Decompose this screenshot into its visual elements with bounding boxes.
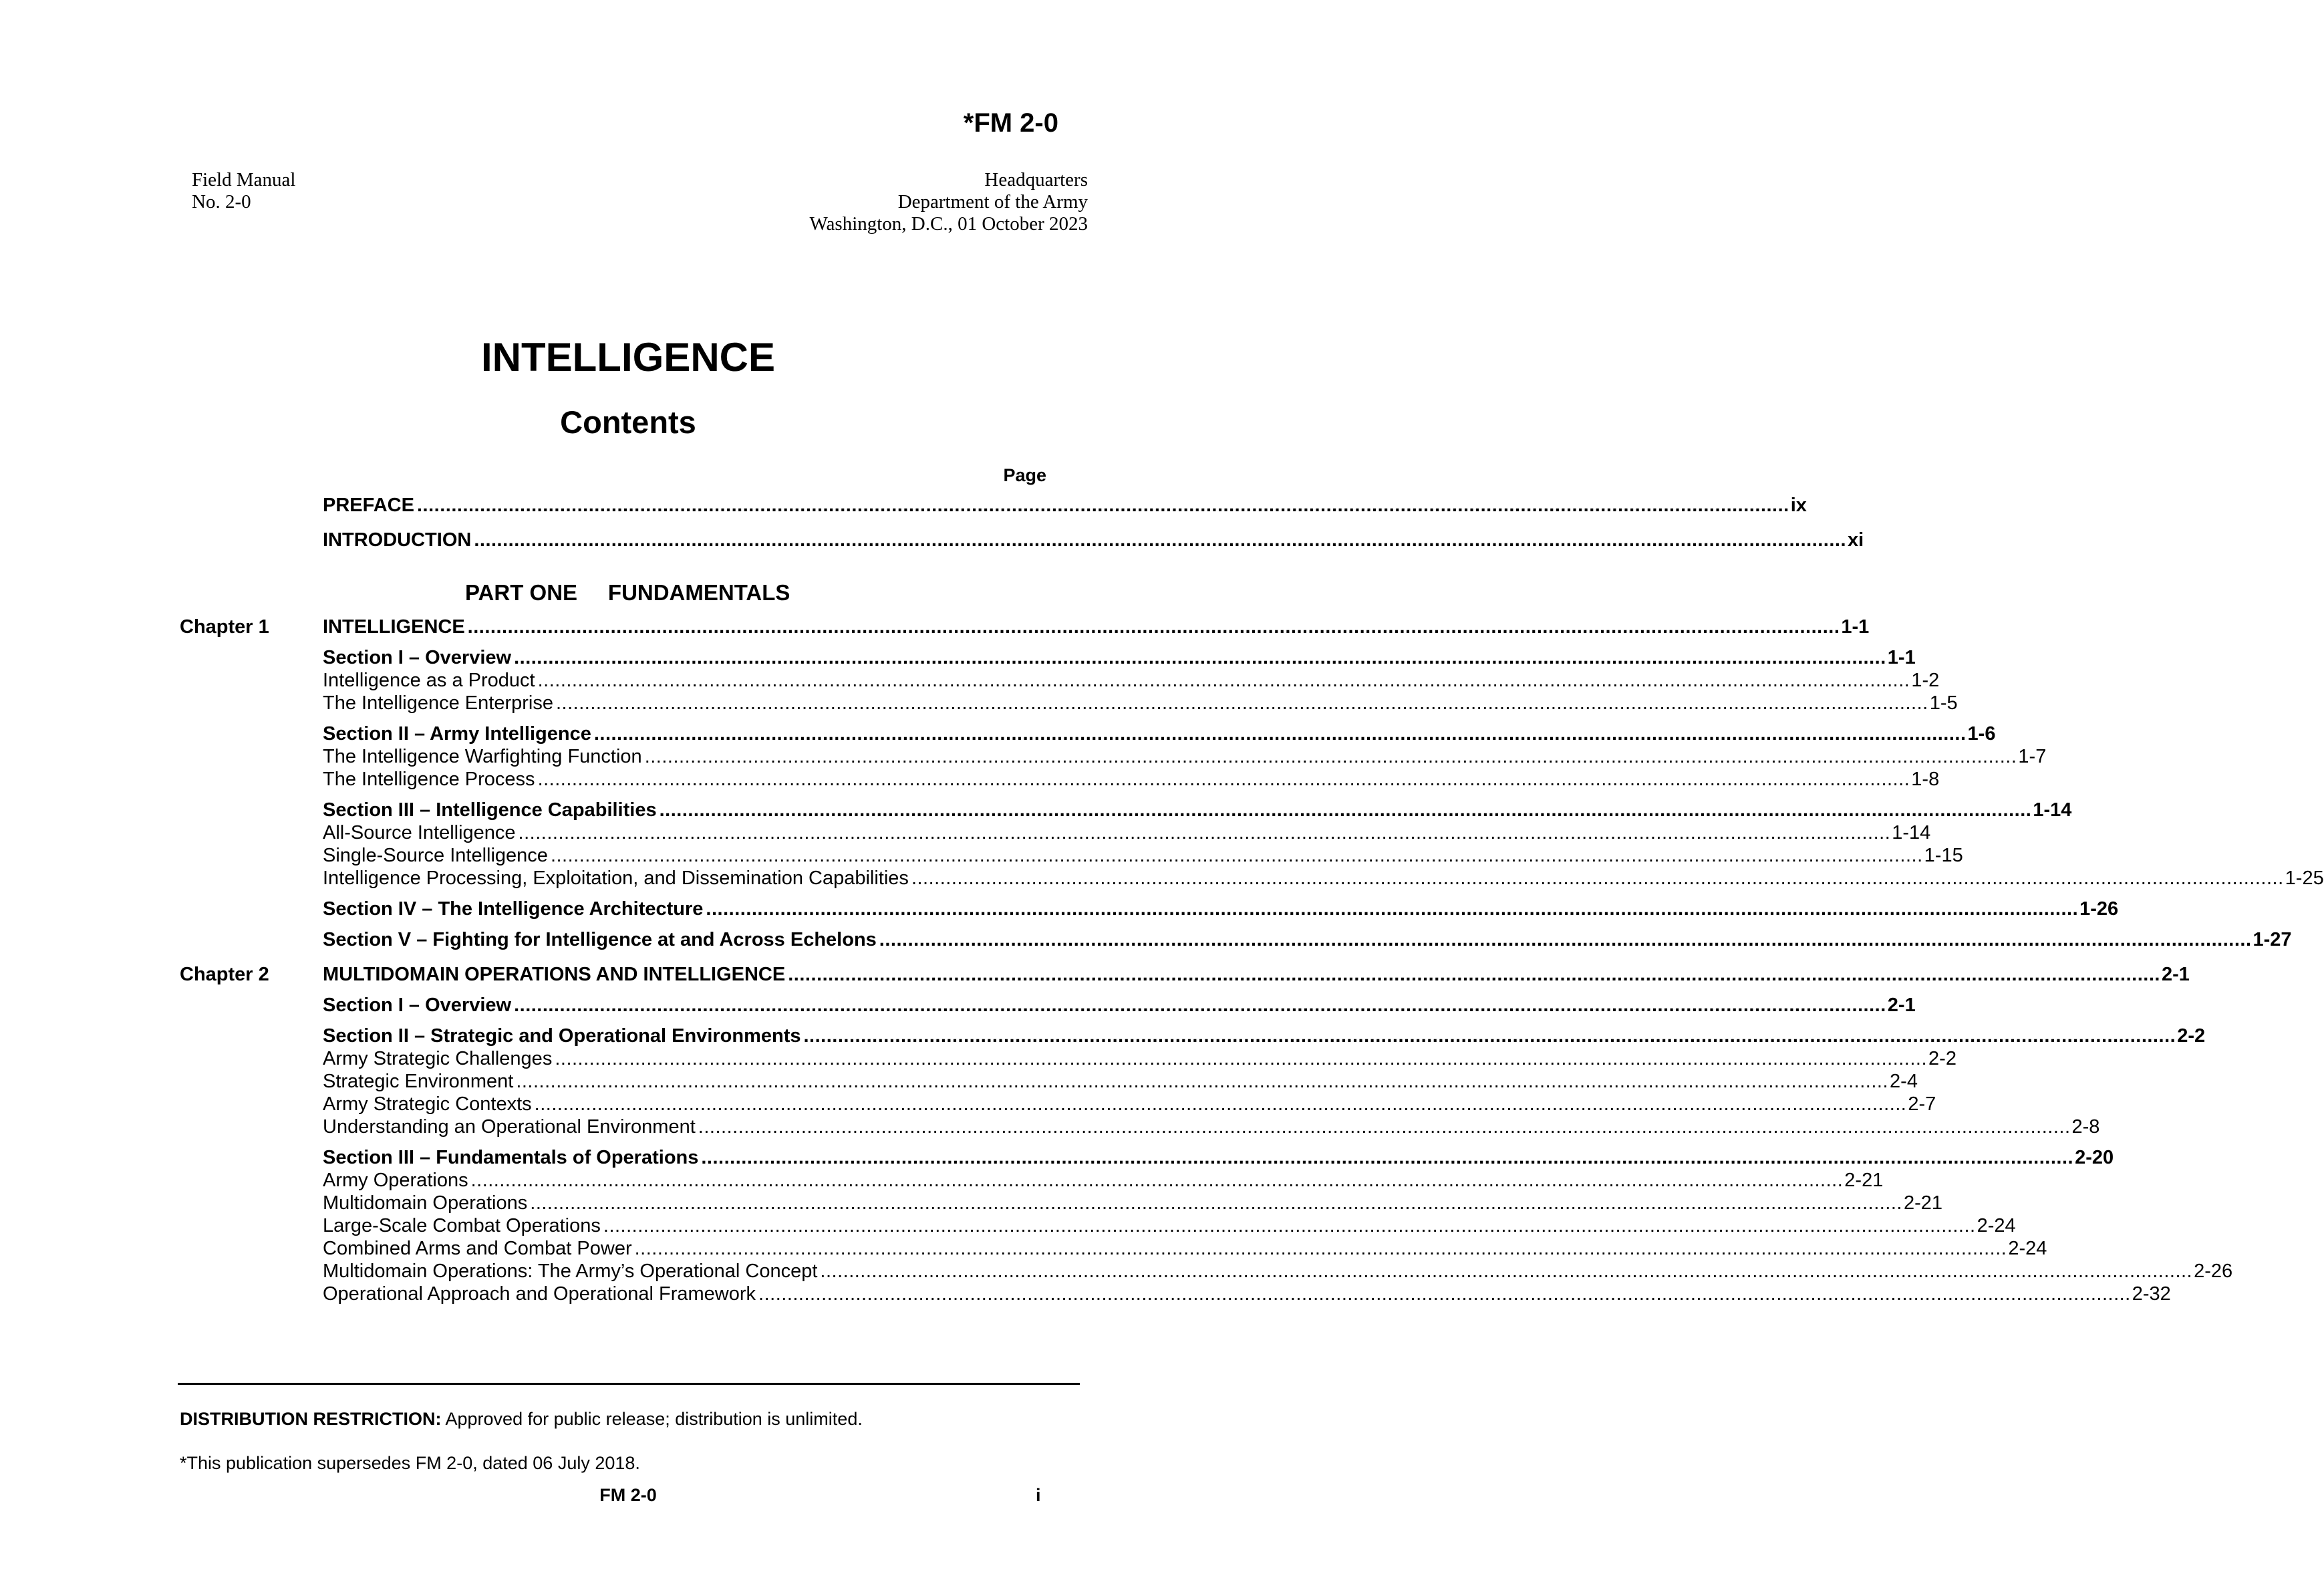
toc-entry-title: Multidomain Operations: The Army’s Operational Concept <box>323 1261 818 1282</box>
dot-leader: ................................................................................................................................................................................................................................................ <box>555 1048 1928 1069</box>
dot-leader: ................................................................................................................................................................................................................................................ <box>644 746 2017 767</box>
toc-section[interactable] <box>323 1147 2114 1169</box>
toc-entry-title: Section II – Army Intelligence <box>323 723 591 745</box>
toc-entry-page: 2-2 <box>1928 1048 1956 1069</box>
toc-chapter-2[interactable] <box>323 964 2190 986</box>
distribution-text: Approved for public release; distribution is unlimited. <box>441 1409 863 1429</box>
dot-leader: ................................................................................................................................................................................................................................................ <box>593 723 1967 745</box>
header-left-line: No. 2-0 <box>192 191 251 213</box>
toc-entry-title: INTELLIGENCE <box>323 616 465 638</box>
toc-entry-title: Section II – Strategic and Operational Environments <box>323 1025 801 1047</box>
toc-entry-page: 2-21 <box>1844 1170 1884 1191</box>
dot-leader: ................................................................................................................................................................................................................................................ <box>911 868 2284 889</box>
dot-leader: ................................................................................................................................................................................................................................................ <box>416 495 1789 516</box>
toc-subentry[interactable] <box>323 692 1958 714</box>
toc-entry-title: Army Strategic Challenges <box>323 1048 553 1069</box>
toc-chapter-1[interactable] <box>323 616 1870 638</box>
dot-leader: ................................................................................................................................................................................................................................................ <box>530 1192 1902 1214</box>
dot-leader: ................................................................................................................................................................................................................................................ <box>537 769 1910 790</box>
toc-entry-page: 1-6 <box>1967 723 1996 745</box>
dot-leader: ................................................................................................................................................................................................................................................ <box>603 1215 1976 1236</box>
toc-subentry[interactable] <box>323 1093 1936 1115</box>
toc-subentry[interactable] <box>323 1170 1884 1192</box>
toc-section[interactable] <box>323 723 1996 745</box>
toc-entry-preface[interactable] <box>323 495 1807 517</box>
toc-entry-page: xi <box>1848 529 1864 551</box>
dot-leader: ................................................................................................................................................................................................................................................ <box>698 1116 2071 1138</box>
toc-subentry[interactable] <box>323 1192 1943 1214</box>
toc-entry-page: 2-32 <box>2132 1283 2171 1305</box>
toc-subentry[interactable] <box>323 1261 2233 1283</box>
dot-leader: ................................................................................................................................................................................................................................................ <box>555 692 1928 714</box>
document-title: INTELLIGENCE <box>480 335 775 380</box>
toc-entry-title: The Intelligence Process <box>323 769 535 790</box>
footer-document-id: FM 2-0 <box>599 1485 657 1505</box>
toc-entry-page: 2-2 <box>2177 1025 2206 1047</box>
part-number: PART ONE <box>465 580 578 605</box>
toc-entry-page: 1-5 <box>1929 692 1958 714</box>
toc-entry-page: 1-1 <box>1887 647 1916 668</box>
chapter-label: Chapter 2 <box>180 964 269 985</box>
document-id: *FM 2-0 <box>963 108 1058 138</box>
toc-entry-title: Large-Scale Combat Operations <box>323 1215 601 1236</box>
toc-entry-title: Section III – Fundamentals of Operations <box>323 1147 699 1168</box>
toc-entry-title: INTRODUCTION <box>323 529 472 551</box>
toc-entry-title: All-Source Intelligence <box>323 822 516 843</box>
dot-leader: ................................................................................................................................................................................................................................................ <box>534 1093 1907 1115</box>
dot-leader: ................................................................................................................................................................................................................................................ <box>706 898 2079 920</box>
toc-subentry[interactable] <box>323 1071 1918 1093</box>
toc-entry-page: 2-7 <box>1908 1093 1936 1115</box>
toc-subentry[interactable] <box>323 670 1940 692</box>
toc-entry-page: 1-14 <box>1892 822 1931 843</box>
toc-entry-title: Single-Source Intelligence <box>323 845 548 866</box>
dot-leader: ................................................................................................................................................................................................................................................ <box>537 670 1910 691</box>
dot-leader: ................................................................................................................................................................................................................................................ <box>514 995 1886 1016</box>
toc-subentry[interactable] <box>323 845 1963 867</box>
toc-entry-page: 2-26 <box>2194 1261 2233 1282</box>
toc-entry-title: Army Operations <box>323 1170 468 1191</box>
toc-entry-title: Intelligence as a Product <box>323 670 535 691</box>
toc-entry-page: 2-24 <box>2008 1238 2047 1259</box>
dot-leader: ................................................................................................................................................................................................................................................ <box>803 1025 2176 1047</box>
toc-entry-title: Operational Approach and Operational Framework <box>323 1283 756 1305</box>
part-name: FUNDAMENTALS <box>607 580 790 605</box>
dot-leader: ................................................................................................................................................................................................................................................ <box>659 799 2032 821</box>
dot-leader: ................................................................................................................................................................................................................................................ <box>474 529 1847 551</box>
toc-entry-page: 2-1 <box>2161 964 2190 985</box>
toc-entry-page: 1-25 <box>2285 868 2324 889</box>
toc-entry-title: Strategic Environment <box>323 1071 514 1092</box>
toc-entry-page: 2-4 <box>1890 1071 1918 1092</box>
dot-leader: ................................................................................................................................................................................................................................................ <box>550 845 1923 866</box>
toc-entry-page: 1-15 <box>1924 845 1963 866</box>
toc-entry-title: Section III – Intelligence Capabilities <box>323 799 657 821</box>
toc-subentry[interactable] <box>323 1238 2047 1260</box>
toc-entry-title: PREFACE <box>323 495 414 516</box>
header-right-line: Headquarters <box>984 169 1088 190</box>
chapter-label: Chapter 1 <box>180 616 269 638</box>
toc-entry-page: 1-27 <box>2253 929 2292 950</box>
toc-entry-page: 2-21 <box>1903 1192 1943 1214</box>
toc-entry-page: 1-2 <box>1911 670 1940 691</box>
contents-heading: Contents <box>560 404 696 440</box>
toc-subentry[interactable] <box>323 1283 2171 1305</box>
header-left-line: Field Manual <box>192 169 296 190</box>
toc-subentry[interactable] <box>323 1116 2100 1138</box>
toc-entry-title: MULTIDOMAIN OPERATIONS AND INTELLIGENCE <box>323 964 786 985</box>
toc-entry-page: 1-8 <box>1911 769 1940 790</box>
toc-entry-title: Section I – Overview <box>323 647 512 668</box>
dot-leader: ................................................................................................................................................................................................................................................ <box>758 1283 2131 1305</box>
toc-entry-title: Army Strategic Contexts <box>323 1093 532 1115</box>
toc-subentry[interactable] <box>323 769 1940 791</box>
toc-section[interactable] <box>323 647 1916 669</box>
toc-subentry[interactable] <box>323 1048 1956 1070</box>
header-right-line: Department of the Army <box>897 191 1088 213</box>
dot-leader: ................................................................................................................................................................................................................................................ <box>820 1261 2193 1282</box>
toc-entry-title: Understanding an Operational Environment <box>323 1116 696 1138</box>
header-right-line: Washington, D.C., 01 October 2023 <box>809 213 1088 235</box>
toc-entry-page: ix <box>1790 495 1807 516</box>
toc-subentry[interactable] <box>323 746 2047 768</box>
toc-entry-page: 1-1 <box>1841 616 1870 638</box>
dot-leader: ................................................................................................................................................................................................................................................ <box>518 822 1891 843</box>
dot-leader: ................................................................................................................................................................................................................................................ <box>470 1170 1844 1191</box>
toc-entry-title: Combined Arms and Combat Power <box>323 1238 632 1259</box>
toc-entry-page: 1-26 <box>2079 898 2119 920</box>
dot-leader: ................................................................................................................................................................................................................................................ <box>788 964 2160 985</box>
toc-section[interactable] <box>323 898 2119 920</box>
toc-entry-page: 2-1 <box>1887 995 1916 1016</box>
distribution-restriction <box>180 1409 863 1430</box>
supersede-note: *This publication supersedes FM 2-0, dated 06 July 2018. <box>180 1453 640 1473</box>
dot-leader: ................................................................................................................................................................................................................................................ <box>879 929 2252 950</box>
dot-leader: ................................................................................................................................................................................................................................................ <box>701 1147 2074 1168</box>
toc-section[interactable] <box>323 1025 2206 1047</box>
toc-section[interactable] <box>323 929 2292 951</box>
part-heading <box>465 580 790 606</box>
toc-entry-title: Intelligence Processing, Exploitation, and Dissemination Capabilities <box>323 868 909 889</box>
toc-entry-title: Multidomain Operations <box>323 1192 528 1214</box>
toc-entry-introduction[interactable] <box>323 529 1864 551</box>
toc-entry-page: 2-8 <box>2071 1116 2100 1138</box>
toc-entry-page: 1-14 <box>2033 799 2072 821</box>
footer-divider <box>178 1383 1080 1385</box>
dot-leader: ................................................................................................................................................................................................................................................ <box>514 647 1886 668</box>
toc-entry-title: Section V – Fighting for Intelligence at and Across Echelons <box>323 929 877 950</box>
header-left <box>192 169 295 213</box>
header-right <box>809 169 1088 235</box>
toc-subentry[interactable] <box>323 1215 2016 1237</box>
toc-entry-title: Section IV – The Intelligence Architecture <box>323 898 704 920</box>
toc-entry-title: Section I – Overview <box>323 995 512 1016</box>
footer-page-number: i <box>1036 1485 1041 1505</box>
page-column-label: Page <box>1003 465 1046 485</box>
toc-entry-title: The Intelligence Enterprise <box>323 692 553 714</box>
toc-subentry[interactable] <box>323 868 2324 890</box>
dot-leader: ................................................................................................................................................................................................................................................ <box>516 1071 1889 1092</box>
dot-leader: ................................................................................................................................................................................................................................................ <box>467 616 1840 638</box>
toc-entry-title: The Intelligence Warfighting Function <box>323 746 642 767</box>
distribution-label: DISTRIBUTION RESTRICTION: <box>180 1409 442 1429</box>
toc-entry-page: 1-7 <box>2018 746 2047 767</box>
dot-leader: ................................................................................................................................................................................................................................................ <box>634 1238 2007 1259</box>
toc-subentry[interactable] <box>323 822 1931 844</box>
toc-section[interactable] <box>323 799 2072 821</box>
toc-section[interactable] <box>323 995 1916 1017</box>
toc-entry-page: 2-20 <box>2075 1147 2114 1168</box>
toc-entry-page: 2-24 <box>1977 1215 2016 1236</box>
